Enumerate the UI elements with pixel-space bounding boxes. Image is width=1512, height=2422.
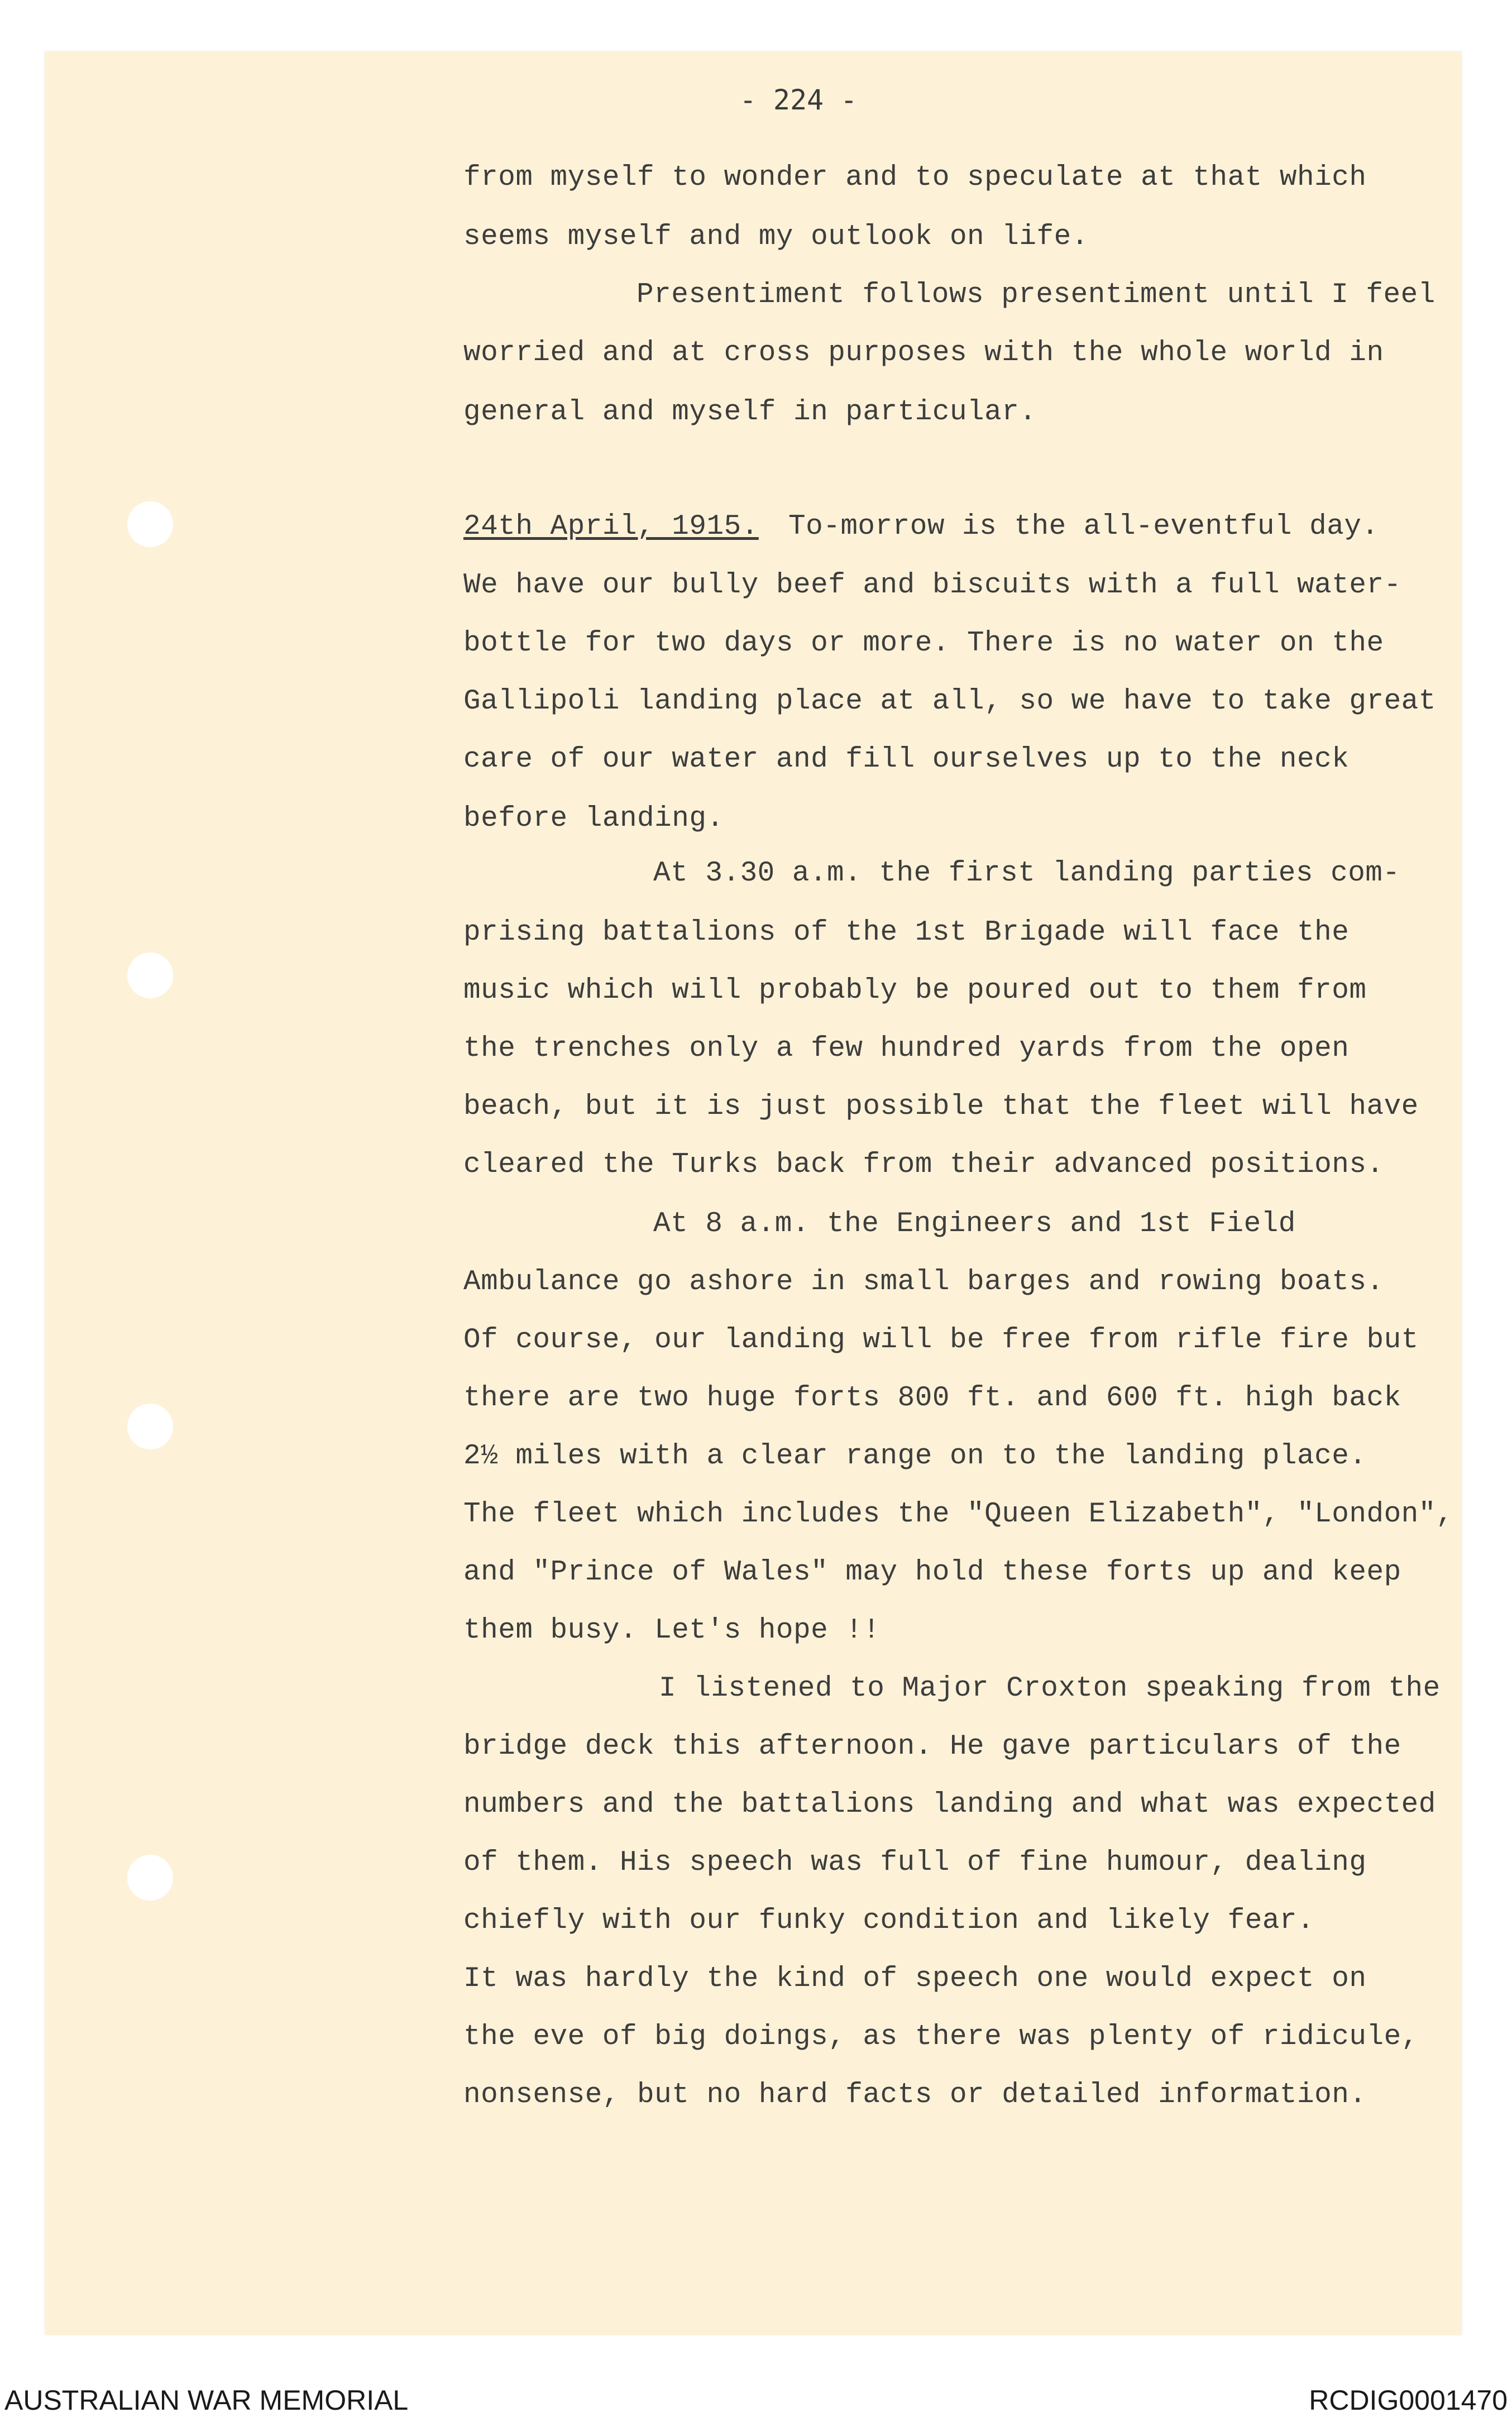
text-line: beach, but it is just possible that the fleet will have [463, 1091, 1419, 1123]
text-line: It was hardly the kind of speech one would expect on [463, 1963, 1367, 1995]
punch-hole [127, 501, 173, 547]
text-line: chiefly with our funky condition and likely fear. [463, 1905, 1315, 1937]
text-line: the trenches only a few hundred yards from the open [463, 1033, 1350, 1065]
text-line: them busy. Let's hope !! [463, 1615, 881, 1646]
punch-hole [127, 952, 173, 998]
text-line: general and myself in particular. [463, 396, 1037, 428]
text-line: nonsense, but no hard facts or detailed information. [463, 2079, 1367, 2111]
text-line: worried and at cross purposes with the whole world in [463, 337, 1384, 369]
text-line: of them. His speech was full of fine humour, dealing [463, 1847, 1367, 1879]
text-line: seems myself and my outlook on life. [463, 221, 1089, 253]
text-line: Ambulance go ashore in small barges and rowing boats. [463, 1266, 1384, 1298]
text-line: At 8 a.m. the Engineers and 1st Field [653, 1208, 1296, 1240]
text-line: At 3.30 a.m. the first landing parties com- [653, 858, 1400, 889]
text-line: Presentiment follows presentiment until I feel [637, 279, 1436, 311]
text-line: numbers and the battalions landing and what was expected [463, 1789, 1436, 1821]
text-line: from myself to wonder and to speculate at that which [463, 162, 1367, 194]
punch-hole [127, 1855, 173, 1901]
punch-hole [127, 1404, 173, 1449]
text-line: prising battalions of the 1st Brigade will face the [463, 917, 1350, 949]
text-line: there are two huge forts 800 ft. and 600 ft. high back [463, 1382, 1401, 1414]
text-line: To-morrow is the all-eventful day. [788, 511, 1379, 543]
text-line: bottle for two days or more. There is no water on the [463, 628, 1384, 659]
page-number: - 224 - [739, 84, 858, 116]
text-line: 2½ miles with a clear range on to the landing place. [463, 1440, 1367, 1472]
entry-date: 24th April, 1915. [463, 511, 759, 543]
footer-institution: AUSTRALIAN WAR MEMORIAL [4, 2385, 409, 2416]
footer-record-id: RCDIG0001470 [1309, 2385, 1508, 2416]
text-line: care of our water and fill ourselves up to the neck [463, 744, 1350, 776]
text-line: and "Prince of Wales" may hold these forts up and keep [463, 1557, 1401, 1588]
text-line: music which will probably be poured out to them from [463, 975, 1367, 1007]
text-line: We have our bully beef and biscuits with a full water- [463, 569, 1401, 601]
text-line: before landing. [463, 803, 724, 835]
text-line: bridge deck this afternoon. He gave particulars of the [463, 1731, 1401, 1763]
text-line: Gallipoli landing place at all, so we have to take great [463, 686, 1436, 717]
text-line: the eve of big doings, as there was plenty of ridicule, [463, 2021, 1419, 2053]
text-line: The fleet which includes the "Queen Elizabeth", "London", [463, 1499, 1453, 1530]
text-line: cleared the Turks back from their advanced positions. [463, 1149, 1384, 1181]
text-line: Of course, our landing will be free from rifle fire but [463, 1324, 1419, 1356]
text-line: I listened to Major Croxton speaking from the [659, 1673, 1441, 1705]
